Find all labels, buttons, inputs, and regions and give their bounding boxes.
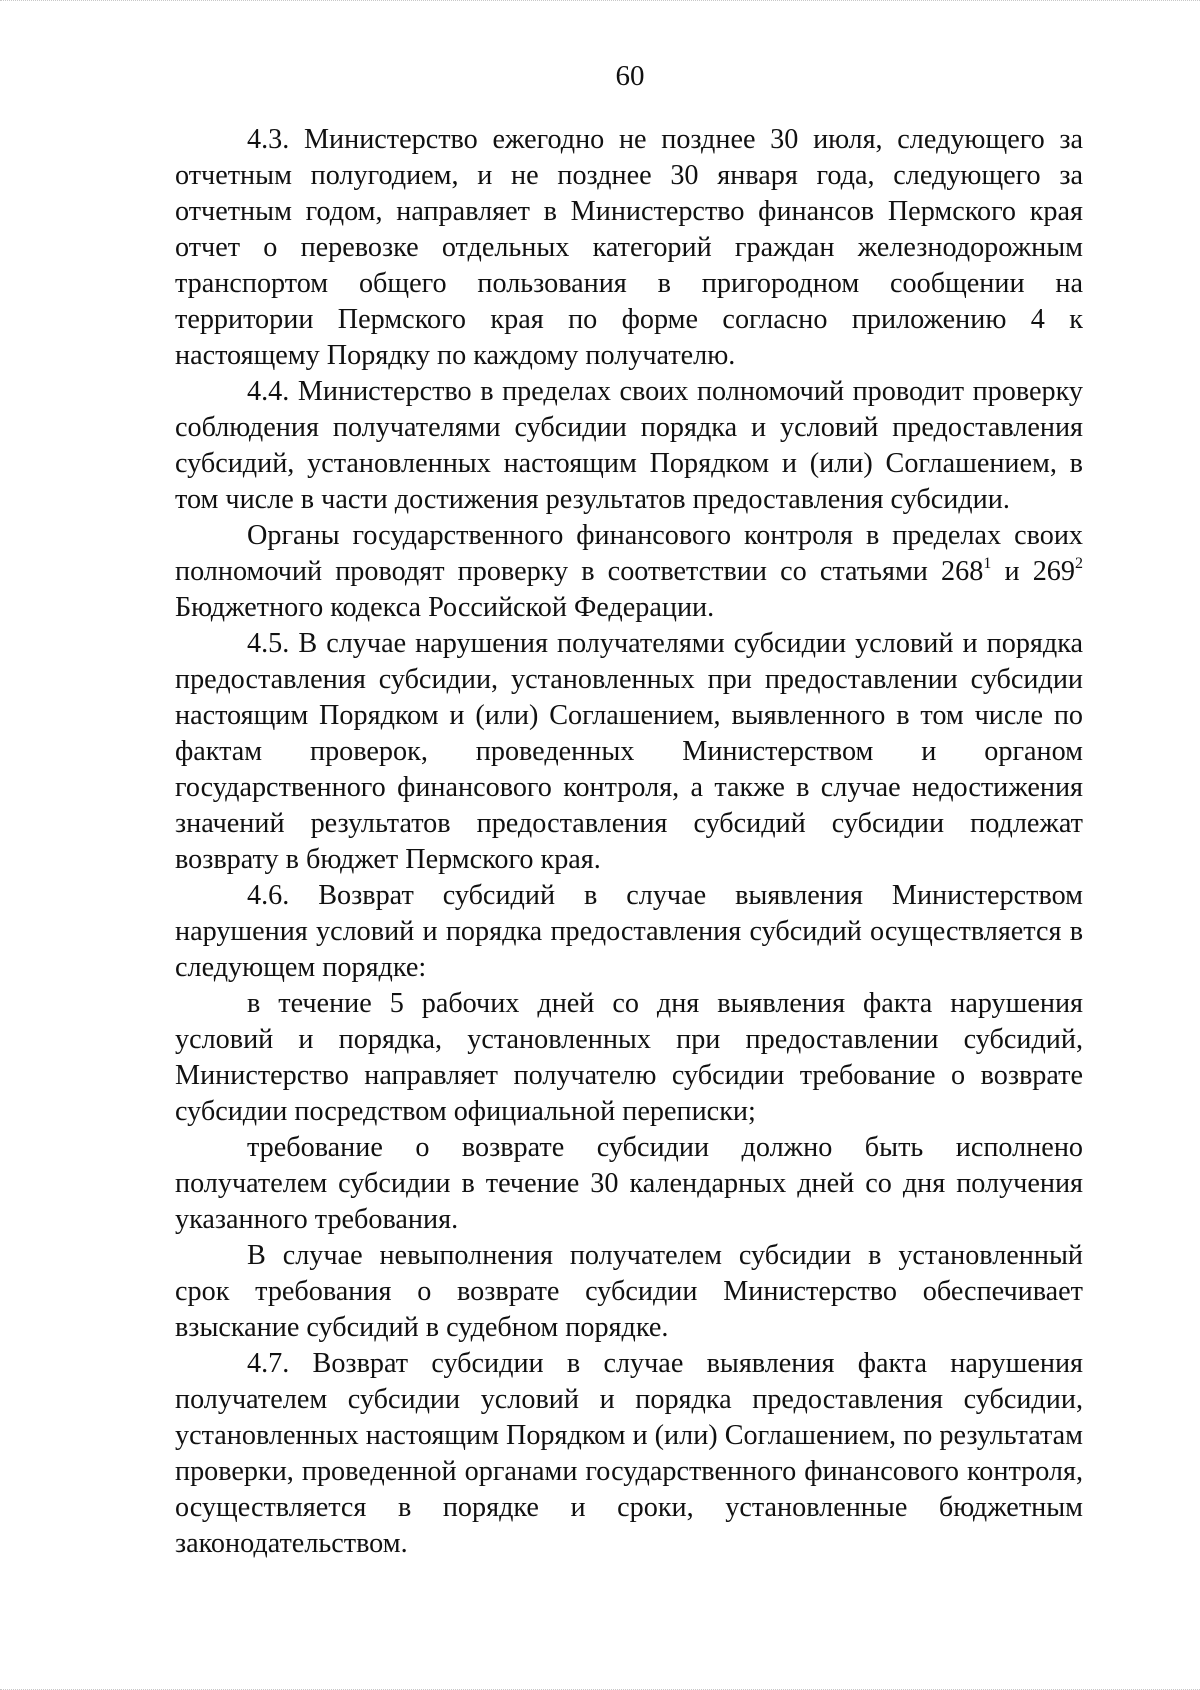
paragraph-4-6: 4.6. Возврат субсидий в случае выявления Министерством нарушения условий и порядка предоставления субсидий осуществляется в следующем порядке: bbox=[175, 880, 1083, 983]
paragraph-4-3: 4.3. Министерство ежегодно не позднее 30 июля, следующего за отчетным полугодием, и не позднее 30 января года, следующего за отчетным годом, направляет в Министерство финансов Пермского края отчет о перевозке отдельных категорий граждан железнодорожным транспортом общего пользования в пригородном сообщении на территории Пермского края по форме согласно приложению 4 к настоящему Порядку по каждому получателю. bbox=[175, 124, 1083, 371]
footnote-superscript-1: 1 bbox=[983, 555, 992, 572]
paragraph-4-7: 4.7. Возврат субсидии в случае выявления факта нарушения получателем субсидии условий и порядка предоставления субсидии, установленных настоящим Порядком и (или) Соглашением, по результатам проверки, проведенной органами государственного финансового контроля, осуществляется в порядке и сроки, установленные бюджетным законодательством. bbox=[175, 1348, 1084, 1559]
control-text-before: Органы государственного финансового контроля в пределах своих полномочий проводят проверку в соответствии со статьями 268 bbox=[175, 520, 1083, 587]
paragraph-4-5: 4.5. В случае нарушения получателями субсидии условий и порядка предоставления субсидии, установленных при предоставлении субсидии настоящим Порядком и (или) Соглашением, выявленного в том числе по фактам проверок, проведенных Министерством и органом государственного финансового контроля, а также в случае недостижения значений результатов предоставления субсидий субсидии подлежат возврату в бюджет Пермского края. bbox=[175, 628, 1083, 875]
paragraph-court-recovery: В случае невыполнения получателем субсидии в установленный срок требования о возврате субсидии Министерство обеспечивает взыскание субсидий в судебном порядке. bbox=[175, 1240, 1083, 1343]
control-text-after: Бюджетного кодекса Российской Федерации. bbox=[175, 592, 715, 623]
paragraph-financial-control bbox=[175, 518, 1083, 626]
footnote-superscript-2: 2 bbox=[1075, 555, 1083, 572]
paragraph-4-4: 4.4. Министерство в пределах своих полномочий проводит проверку соблюдения получателями субсидии порядка и условий предоставления субсидий, установленных настоящим Порядком и (или) Соглашением, в том числе в части достижения результатов предоставления субсидии. bbox=[175, 376, 1083, 515]
paragraph-refund-deadline: требование о возврате субсидии должно быть исполнено получателем субсидии в течение 30 календарных дней со дня получения указанного требования. bbox=[175, 1132, 1083, 1235]
paragraph-notice-deadline: в течение 5 рабочих дней со дня выявления факта нарушения условий и порядка, установленных при предоставлении субсидий, Министерство направляет получателю субсидии требование о возврате субсидии посредством официальной переписки; bbox=[175, 988, 1083, 1127]
control-text-middle: и 269 bbox=[991, 556, 1075, 587]
page-number: 60 bbox=[615, 60, 645, 92]
document-body bbox=[175, 122, 1083, 1562]
